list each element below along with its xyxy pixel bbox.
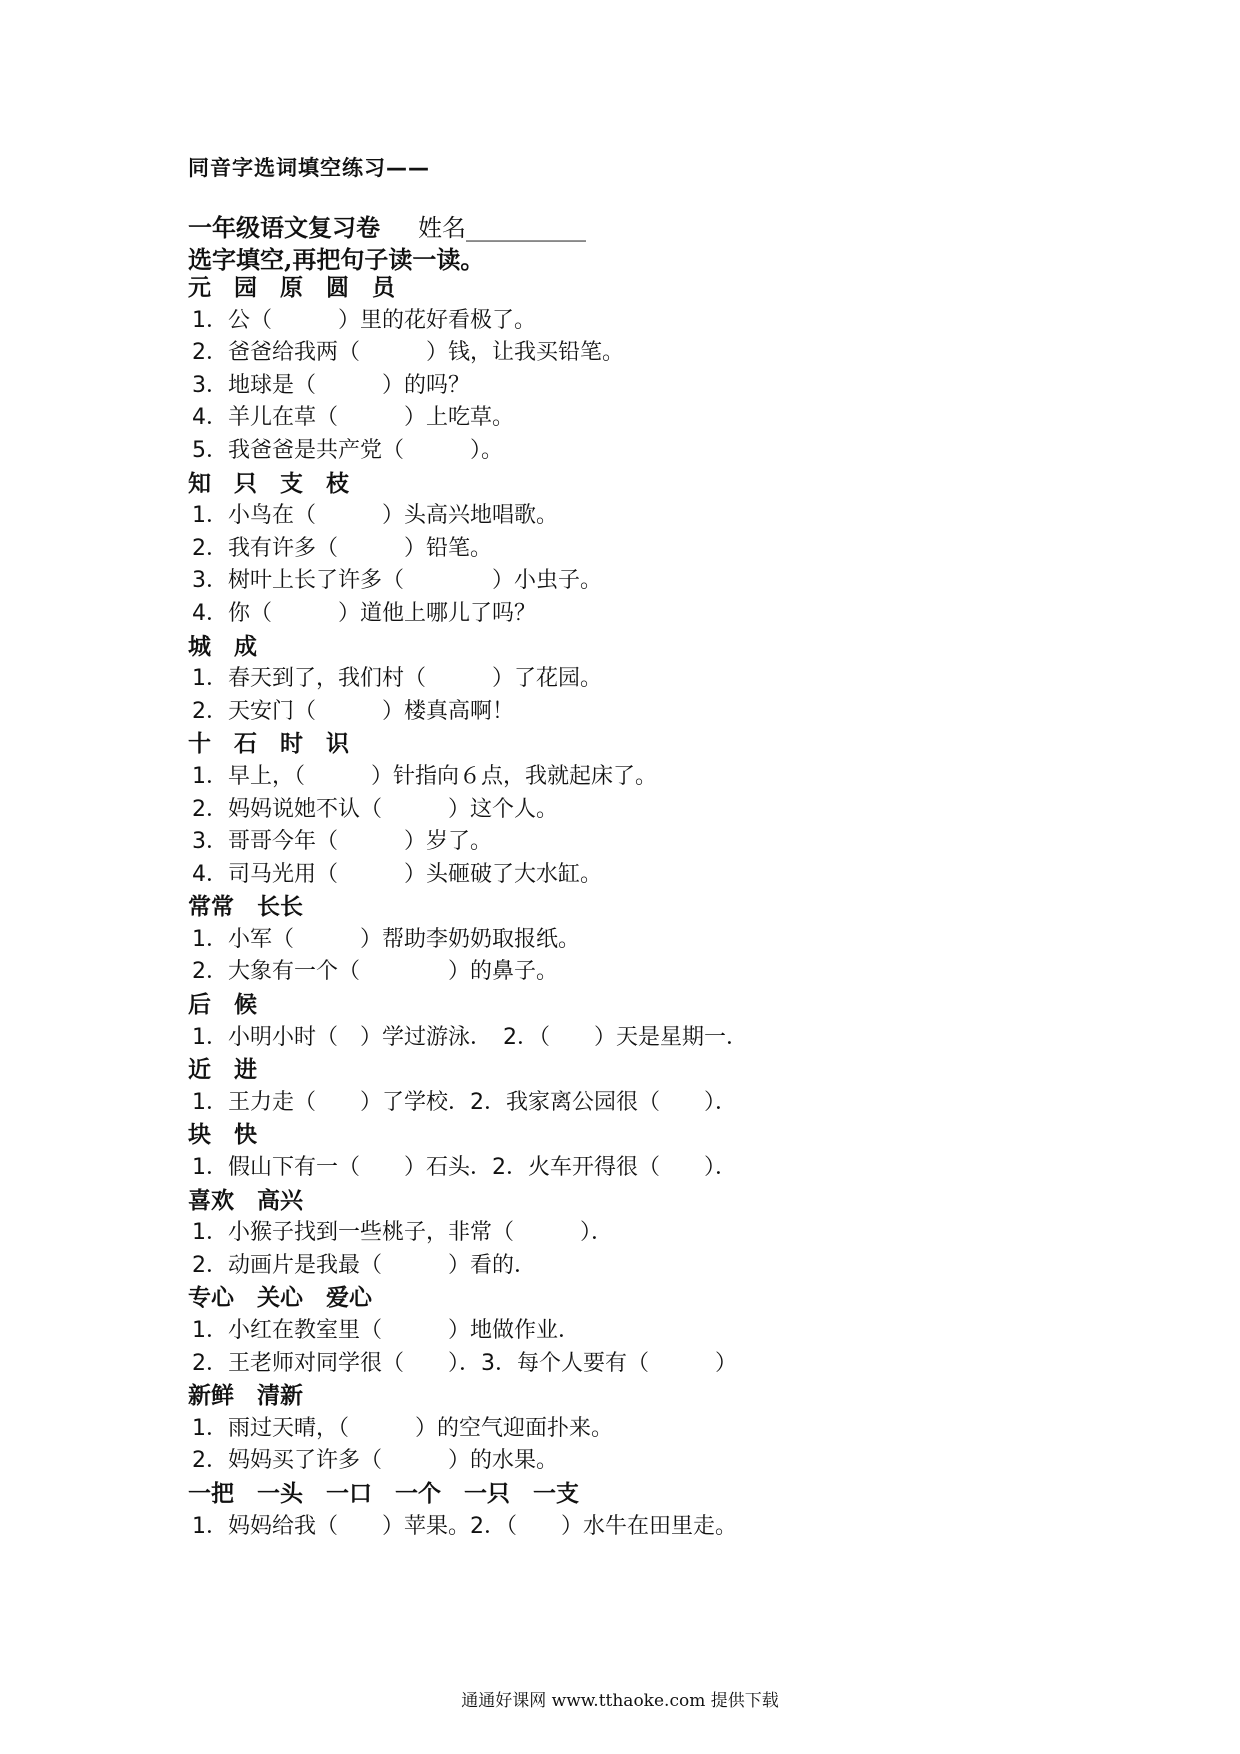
- footer-credit: 通通好课网 www.tthaoke.com 提供下载: [461, 1691, 779, 1711]
- exercise-item: 1．公（ ）里的花好看极了。: [192, 307, 536, 333]
- exercise-item: 1．小鸟在（ ）头高兴地唱歌。: [192, 503, 558, 529]
- exercise-item: 1．春天到了，我们村（ ）了花园。: [192, 666, 602, 692]
- exercise-item: 2．妈妈买了许多（ ）的水果。: [192, 1448, 558, 1474]
- exercise-item: 4．你（ ）道他上哪儿了吗？: [192, 600, 536, 626]
- exercise-item: 2．王老师对同学很（ ）．3．每个人要有（ ）: [192, 1350, 737, 1376]
- word-group-heading: 元 园 原 圆 员: [188, 275, 395, 301]
- exercise-item: 3．树叶上长了许多（ ）小虫子。: [192, 568, 602, 594]
- exercise-item: 1．妈妈给我（ ）苹果。2．（ ）水牛在田里走。: [192, 1513, 737, 1539]
- exercise-item: 4．司马光用（ ）头砸破了大水缸。: [192, 861, 602, 887]
- exercise-item: 3．地球是（ ）的吗？: [192, 372, 470, 398]
- exercise-item: 1．王力走（ ）了学校．2．我家离公园很（ ）．: [192, 1089, 737, 1115]
- worksheet-header: [188, 208, 586, 243]
- name-field-label: 姓名__________: [418, 214, 586, 242]
- exercise-item: 4．羊儿在草（ ）上吃草。: [192, 405, 514, 431]
- exercise-item: 2．爸爸给我两（ ）钱，让我买铅笔。: [192, 340, 624, 366]
- exercise-item: 1．小明小时（ ）学过游泳． 2．（ ）天是星期一．: [192, 1024, 748, 1050]
- exercise-item: 5．我爸爸是共产党（ ）。: [192, 437, 503, 463]
- exercise-item: 2．妈妈说她不认（ ）这个人。: [192, 796, 558, 822]
- word-group-heading: 十 石 时 识: [188, 731, 349, 758]
- word-group-heading: 常常 长长: [188, 894, 303, 921]
- exercise-item: 2．天安门（ ）楼真高啊！: [192, 698, 514, 724]
- exercise-item: 2．大象有一个（ ）的鼻子。: [192, 959, 558, 985]
- word-group-heading: 新鲜 清新: [188, 1383, 303, 1410]
- instruction: 选字填空,再把句子读一读。: [188, 245, 485, 274]
- exercise-item: 1．小军（ ）帮助李奶奶取报纸。: [192, 926, 580, 952]
- exercise-item: 1．小猴子找到一些桃子，非常（ ）．: [192, 1220, 613, 1246]
- exercise-item: 1．早上，（ ）针指向６点，我就起床了。: [192, 763, 657, 789]
- exercise-item: 1．小红在教室里（ ）地做作业．: [192, 1318, 580, 1343]
- exercise-item: 3．哥哥今年（ ）岁了。: [192, 829, 492, 855]
- word-group-heading: 城 成: [188, 633, 257, 660]
- word-group-heading: 一把 一头 一口 一个 一只 一支: [188, 1480, 579, 1507]
- exercise-list: [188, 272, 1188, 1543]
- exercise-item: 1．假山下有一（ ）石头．2．火车开得很（ ）．: [192, 1155, 737, 1181]
- exercise-item: 2．我有许多（ ）铅笔。: [192, 535, 492, 561]
- word-group-heading: 后 候: [188, 992, 257, 1019]
- page-title: 同音字选词填空练习——: [188, 156, 430, 180]
- grade-label: 一年级语文复习卷: [188, 213, 380, 242]
- word-group-heading: 专心 关心 爱心: [188, 1285, 372, 1312]
- word-group-heading: 近 进: [188, 1057, 257, 1084]
- exercise-item: 1．雨过天晴，（ ）的空气迎面扑来。: [192, 1415, 613, 1441]
- word-group-heading: 块 快: [188, 1122, 257, 1149]
- word-group-heading: 喜欢 高兴: [188, 1187, 303, 1214]
- word-group-heading: 知 只 支 枝: [188, 470, 349, 497]
- exercise-item: 2．动画片是我最（ ）看的．: [192, 1252, 536, 1278]
